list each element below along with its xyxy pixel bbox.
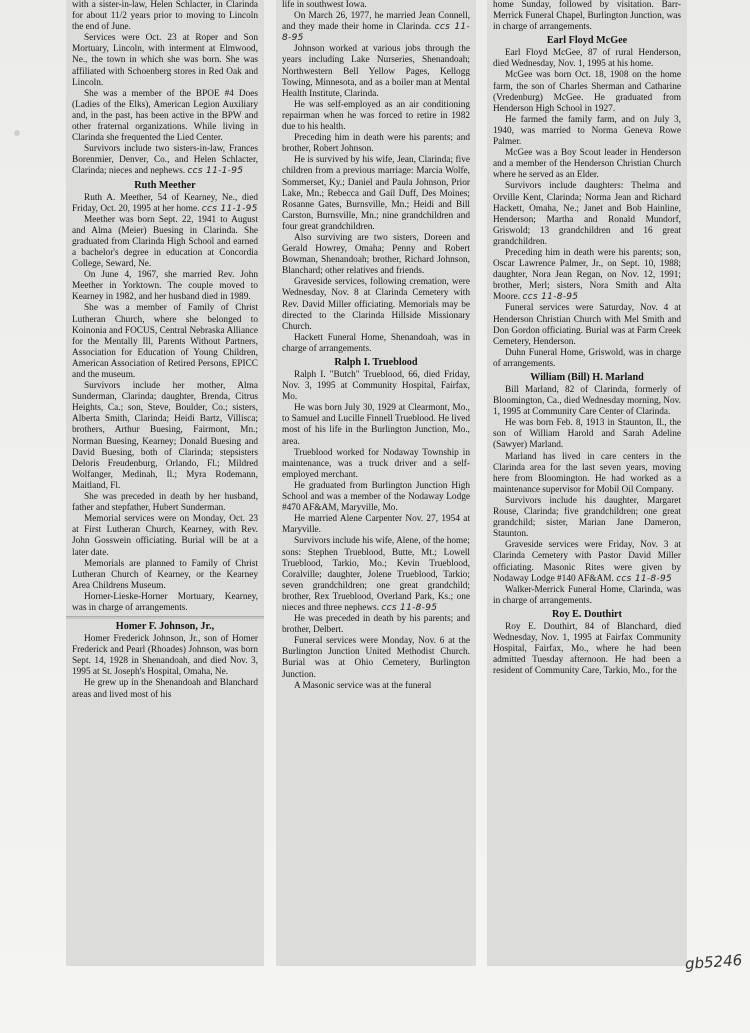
handwritten-note: ccs 11-8-95 — [282, 22, 470, 44]
paragraph: Duhn Funeral Home, Griswold, was in charge of arrangements. — [493, 347, 681, 369]
handwritten-page-id: gb5246 — [684, 951, 743, 973]
handwritten-note: ccs 11-8-95 — [616, 573, 673, 584]
paragraph: Bill Marland, 82 of Clarinda, formerly of Bloomington, Ca., died Wednesday morning, Nov. 1, 1995 at Community Care Center of Clarinda. — [493, 385, 682, 418]
paragraph: She was a member of Family of Christ Lutheran Church, where she belonged to Koinonia and FOCUS, Central Nebraska Alliance for the Mentally Ill, Parents Without Partners, Association for Education of Young Children, American Association of Retired Persons, EPICC and the museum. — [72, 303, 258, 380]
paragraph: Funeral services were Monday, Nov. 6 at the Burlington Junction United Methodist Church. Burial was at Ohio Cemetery, Burlington Junction. — [282, 636, 470, 680]
obituary-heading: Roy E. Douthirt — [552, 608, 622, 620]
handwritten-note: ccs 11-1-95 — [201, 203, 258, 214]
paragraph: He married Alene Carpenter Nov. 27, 1954 at Maryville. — [282, 514, 470, 536]
paragraph: A Masonic service was at the funeral — [294, 680, 432, 691]
paragraph: Services were Oct. 23 at Roper and Son Mortuary, Lincoln, with interment at Elmwood, Ne., the town in which she was born. She was affiliated with Schoenberg stores in Red Oak and Lincoln. — [72, 33, 258, 88]
paragraph: Ralph I. "Butch" Trueblood, 66, died Friday, Nov. 3, 1995 at Community Hospital, Fairfax, Mo. — [282, 370, 470, 403]
paragraph: Funeral services were Saturday, Nov. 4 at Henderson Christian Church with Mel Smith and Don Gordon officiating. Burial was at Farm Creek Cemetery, Henderson. — [493, 303, 681, 347]
paragraph: She was preceded in death by her husband, father and stepfather, Hubert Sunderman. — [72, 492, 258, 514]
paragraph — [72, 193, 258, 215]
obituary-heading: Ralph I. Trueblood — [334, 357, 418, 368]
paragraph: Walker-Merrick Funeral Home, Clarinda, was in charge of arrangements. — [493, 584, 681, 606]
clipping-divider — [66, 616, 264, 619]
paragraph — [282, 536, 470, 614]
paragraph: McGee was a Boy Scout leader in Henderson and a member of the Henderson Christian Church where he served as an Elder. — [493, 148, 681, 181]
handwritten-note: ccs 11-8-95 — [381, 602, 438, 613]
paragraph-text: Graveside services were Friday, Nov. 3 at Clarinda Cemetery with Pastor David Miller officiating. Masonic Rites were given by Nodaway Lodge #140 AF&AM. — [493, 540, 681, 584]
paragraph: He was self-employed as an air conditioning repairman when he was forced to retire in 1982 due to his health. — [282, 99, 470, 133]
paragraph-text: Preceding him in death were his parents; son, Oscar Lawrence Palmer, Jr., on Sept. 10, 1988; daughter, Nora Jean Regan, on Nov. 12, 1991; brother, Merl; sisters, Nora Smith and Alta Moore. — [493, 247, 681, 303]
paragraph: Roy E. Douthirt, 84 of Blanchard, died Wednesday, Nov. 1, 1995 at Fairfax Community Hospital, Fairfax, Mo., where he had been admitted Tuesday afternoon. He had been a resident of Community Care, Tarkio, Mo., for the — [493, 621, 681, 677]
paragraph: Memorials are planned to Family of Christ Lutheran Church of Kearney, or the Kearney Area Childrens Museum. — [72, 558, 258, 591]
paragraph: She was a member of the BPOE #4 Does (Ladies of the Elks), American Legion Auxiliary and, in the past, has been active in the BPW and other fraternal organizations. While living in Clarinda she frequented the Lied Center. — [72, 88, 258, 144]
paragraph: McGee was born Oct. 18, 1908 on the home farm, the son of Charles Sherman and Catharine (Vredenburg) McGee. He graduated from Henderson High School in 1927. — [493, 70, 681, 114]
paragraph: He grew up in the Shenandoah and Blanchard areas and lived most of his — [72, 678, 258, 700]
paragraph: Homer Frederick Johnson, Jr., son of Homer Frederick and Pearl (Rhoades) Johnson, was born Sept. 14, 1928 in Shenandoah, and died Nov. 3, 1995 at St. Joseph's Hospital, Omaha, Ne. — [72, 634, 258, 678]
paragraph: Memorial services were on Monday, Oct. 23 at First Lutheran Church, Kearney, with Rev. John Gosswein officiating. Burial will be at a later date. — [72, 514, 258, 558]
paragraph: Johnson worked at various jobs through the years including Lake Nurseries, Shenandoah; Northwestern Bell Yellow Pages, Kellogg Towing, Minnesota, and as a boiler man at Mental Health Institute, Clarinda. — [282, 44, 470, 99]
paragraph-text: Survivors include his wife, Alene, of the home; sons: Stephen Trueblood, Butte, Mt.; Lowell Trueblood, Tarkio, Mo.; Kevin Trueblood, Coralville; daughter, Jolene Trueblood, Tarkio; seven grandchildren; one great grandchild; brother, Rex Trueblood, Overland Park, Ks.; one nieces and three nephews. — [282, 536, 470, 613]
handwritten-note: ccs 11-1-95 — [187, 166, 244, 177]
paragraph: Horner-Lieske-Horner Mortuary, Kearney, was in charge of arrangements. — [72, 591, 258, 613]
paragraph: Hackett Funeral Home, Shenandoah, was in charge of arrangements. — [282, 332, 470, 354]
paragraph: Survivors include his daughter, Margaret Rouse, Clarinda; five grandchildren; one great grandchild; sister, Marian Jane Dameron, Staunton. — [493, 495, 681, 540]
column-2 — [276, 0, 476, 966]
paragraph-text: On March 26, 1977, he married Jean Connell, and they made their home in Clarinda. — [282, 11, 470, 33]
paragraph: Survivors include daughters: Thelma and Orville Kent, Clarinda; Norma Jean and Richard Hackett, Omaha, Ne.; Janet and Bob Hainline, Henderson; Martha and Ronald Mundorf, Griswold; 13 grandchildren and 16 great grandchildren. — [493, 181, 681, 247]
obituary-heading: Homer F. Johnson, Jr., — [115, 621, 215, 633]
paragraph-text: Ruth A. Meether, 54 of Kearney, Ne., died Friday, Oct. 20, 1995 at her home. — [72, 192, 258, 214]
paragraph: Also surviving are two sisters, Doreen and Gerald Howrey, Omaha; Penny and Robert Bowman, Shenandoah; brother, Richard Johnson, Blanchard; other relatives and friends. — [282, 232, 470, 277]
paragraph: He was born July 30, 1929 at Clearmont, Mo., to Samuel and Lucille Finnell Trueblood. He lived most of his life in the Burlington Junction, Mo., area. — [282, 403, 470, 447]
paragraph: life in southwest Iowa. — [282, 0, 367, 10]
scan-mark — [14, 130, 20, 136]
paragraph: He farmed the family farm, and on July 3, 1940, was married to Norma Geneva Rowe Palmer. — [493, 114, 681, 148]
paragraph: Earl Floyd McGee, 87 of rural Henderson, died Wednesday, Nov. 1, 1995 at his home. — [493, 48, 681, 70]
paragraph — [72, 144, 258, 177]
paragraph: Trueblood worked for Nodaway Township in maintenance, was a truck driver and a self-employed merchant. — [282, 447, 470, 480]
paragraph: On June 4, 1967, she married Rev. John Meether in Yorktown. The couple moved to Kearney in 1982, and her husband died in 1989. — [72, 270, 258, 303]
paragraph-text: Survivors include two sisters-in-law, Frances Borenmier, Denver, Co., and Helen Schlacter, Clarinda; nieces and nephews. — [72, 144, 258, 177]
obituary-heading: Ruth Meether — [134, 179, 196, 191]
paragraph: Preceding him in death were his parents; and brother, Robert Johnson. — [282, 133, 470, 155]
paragraph: Meether was born Sept. 22, 1941 to August and Alma (Meier) Buesing in Clarinda. She graduated from Clarinda High School and earned a bachelor's degree in education at Concordia College, Seward, Ne. — [72, 214, 258, 270]
paragraph: home Sunday, followed by visitation. Barr-Merrick Funeral Chapel, Burlington Junction, was in charge of arrangements. — [493, 0, 681, 33]
paragraph: Marland has lived in care centers in the Clarinda area for the last seven years, moving here from Bloomington. He had worked as a maintenance supervisor for Mobil Oil Company. — [493, 451, 681, 495]
column-3 — [487, 0, 687, 966]
paragraph: Graveside services, following cremation, were Wednesday, Nov. 8 at Clarinda Cemetery with Rev. David Miller officiating. Memorials may be directed to the Clarinda Hillside Missionary Church. — [282, 277, 470, 332]
paragraph: He was born Feb. 8, 1913 in Staunton, Il., the son of William Harold and Sarah Adeline (Sawyer) Marland. — [493, 418, 681, 451]
column-1 — [66, 0, 264, 966]
paragraph — [493, 540, 681, 584]
obituary-heading: Earl Floyd McGee — [546, 35, 628, 47]
paragraph: He was preceded in death by his parents; and brother, Delbert. — [282, 614, 470, 636]
paragraph — [282, 11, 470, 44]
paragraph: with a sister-in-law, Helen Schlacter, in Clarinda for about 11/2 years prior to moving to Lincoln the end of June. — [72, 0, 258, 33]
handwritten-note: ccs 11-8-95 — [522, 292, 579, 303]
obituary-heading: William (Bill) H. Marland — [530, 372, 644, 383]
paragraph: He is survived by his wife, Jean, Clarinda; five children from a previous marriage: Marcia Wolfe, Sommerset, Ky.; Daniel and Paula Johnson, Prior Lake, Mn.; Rebecca and Gail Duff, Des Moines; Rosanne Gates, Burnsville, Mn.; Heidi and Bill Carston, Burnsville, Mn.; nine grandchildren and four great grandchildren. — [282, 155, 470, 232]
paragraph — [493, 248, 681, 303]
paragraph: He graduated from Burlington Junction High School and was a member of the Nodaway Lodge #470 AF&AM, Maryville, Mo. — [282, 480, 470, 514]
paragraph: Survivors include her mother, Alma Sunderman, Clarinda; daughter, Brenda, Citrus Heights, Ca.; son, Steve, Boulder, Co.; sisters, Alberta Smith, Clarinda; Heidi Bartz, Villisca; brothers, Arthur Buesing, Fairmont, Mn.; Norman Buesing, Kearney; Donald Buesing and David Buesing, both of Clarinda; stepsisters Deloris Freudenburg, Orlando, Fl.; Mildred Wolfanger, Medinah, Il.; Myra Rodemann, Maitland, Fl. — [72, 381, 258, 491]
